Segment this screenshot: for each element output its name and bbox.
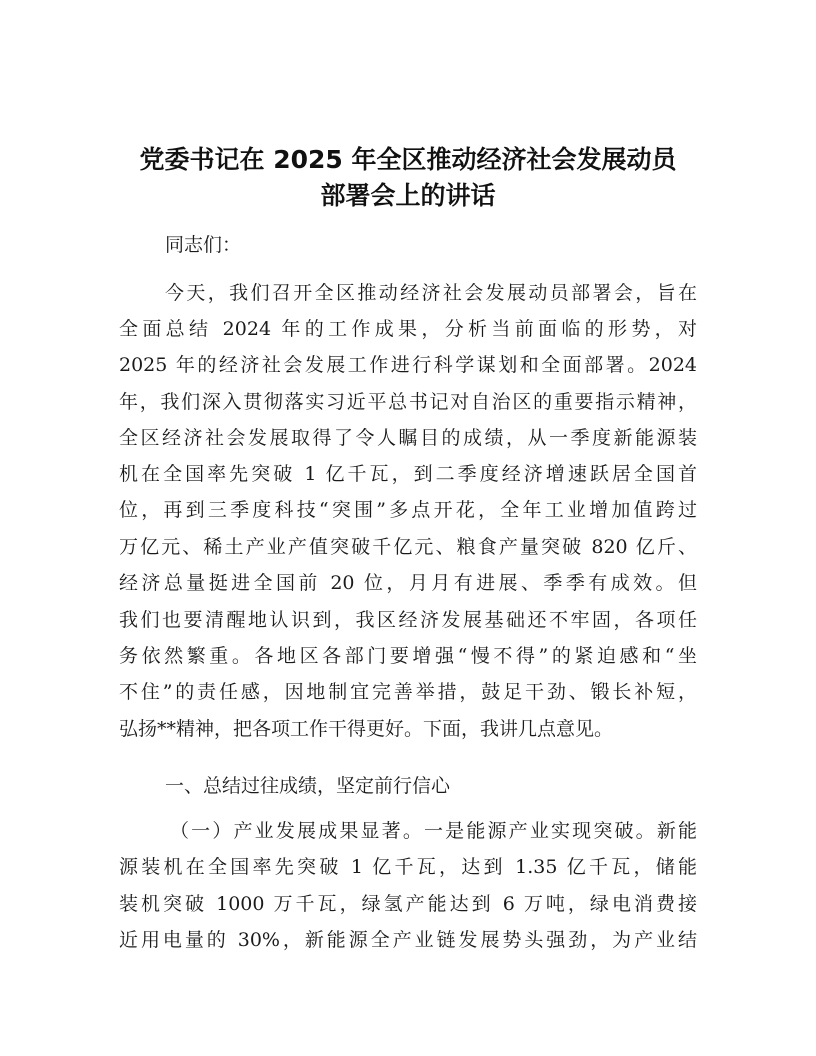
paragraph-line: 全面总结 2024 年的工作成果，分析当前面临的形势，对: [119, 318, 697, 340]
paragraph-line: 年，我们深入贯彻落实习近平总书记对自治区的重要指示精神，: [119, 391, 697, 413]
paragraph-line: 近用电量的 30%，新能源全产业链发展势头强劲，为产业结: [119, 929, 697, 951]
document-title-line-1: 党委书记在 2025 年全区推动经济社会发展动员: [139, 145, 677, 174]
paragraph-line: 万亿元、稀土产业产值突破千亿元、粮食产量突破 820 亿斤、: [119, 536, 697, 558]
paragraph-line: 经济总量挺进全国前 20 位，月月有进展、季季有成效。但: [119, 572, 697, 594]
paragraph-line: 不住”的责任感，因地制宜完善举措，鼓足干劲、锻长补短，: [119, 681, 697, 703]
paragraph-line-last: 弘扬**精神，把各项工作干得更好。下面，我讲几点意见。: [119, 718, 614, 740]
paragraph-line: 全区经济社会发展取得了令人瞩目的成绩，从一季度新能源装: [119, 427, 697, 449]
paragraph-line: 源装机在全国率先突破 1 亿千瓦，达到 1.35 亿千瓦，储能: [119, 856, 697, 878]
paragraph-line: 位，再到三季度科技“突围”多点开花，全年工业增加值跨过: [119, 499, 697, 521]
paragraph-line: 机在全国率先突破 1 亿千瓦，到二季度经济增速跃居全国首: [119, 463, 697, 485]
paragraph-line: 务依然繁重。各地区各部门要增强“慢不得”的紧迫感和“坐: [119, 645, 697, 667]
paragraph-line: 我们也要清醒地认识到，我区经济发展基础还不牢固，各项任: [119, 609, 697, 631]
paragraph-line: 2025 年的经济社会发展工作进行科学谋划和全面部署。2024: [119, 354, 697, 376]
section-heading: 一、总结过往成绩，坚定前行信心: [165, 775, 451, 797]
salutation: 同志们：: [165, 234, 242, 256]
paragraph-line: 今天，我们召开全区推动经济社会发展动员部署会，旨在: [165, 282, 697, 304]
document-title-line-2: 部署会上的讲话: [320, 181, 496, 210]
paragraph-line: 装机突破 1000 万千瓦，绿氢产能达到 6 万吨，绿电消费接: [119, 893, 697, 915]
paragraph-line: （一）产业发展成果显著。一是能源产业实现突破。新能: [170, 820, 697, 842]
